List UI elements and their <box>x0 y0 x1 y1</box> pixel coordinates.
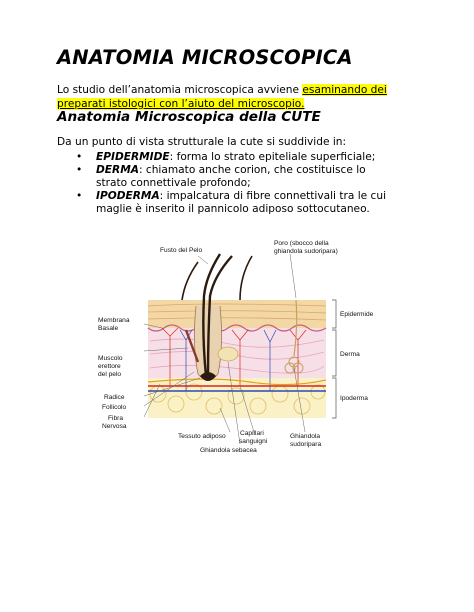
intro-highlight: esaminando dei preparati istologici con l’aiuto del microscopio. <box>57 84 387 110</box>
page-title: ANATOMIA MICROSCOPICA <box>57 46 353 69</box>
bullet-icon: • <box>76 164 83 176</box>
label-muscolo-2: erettore <box>98 363 121 370</box>
label-muscolo-1: Muscolo <box>98 355 123 362</box>
label-muscolo-3: del pelo <box>98 371 122 378</box>
layer-term: IPODERMA <box>96 190 160 202</box>
label-derma: Derma <box>340 351 360 358</box>
label-poro-1: Poro (sbocco della <box>274 240 329 247</box>
layer-term: DERMA <box>96 164 139 176</box>
layer-desc: : impalcatura di fibre connettivali tra le cui maglie è inserito il pannicolo adiposo sottocutaneo. <box>96 190 387 215</box>
label-poro-2: ghiandola sudoripara) <box>274 248 338 255</box>
label-sudoripara-1: Ghiandola <box>290 433 321 440</box>
sebaceous-gland <box>218 347 238 361</box>
intro-text: Lo studio dell’anatomia microscopica avviene <box>57 84 303 96</box>
layer-term: EPIDERMIDE <box>96 151 170 163</box>
list-item <box>57 164 387 190</box>
label-follicolo: Follicolo <box>102 404 127 411</box>
intro-paragraph <box>57 83 417 111</box>
label-radice: Radice <box>104 394 125 401</box>
lead-text: Da un punto di vista strutturale la cute si suddivide in: <box>57 136 347 148</box>
label-sebacea: Ghiandola sebacea <box>200 447 257 454</box>
skin-cross-section-svg <box>90 236 390 461</box>
list-item <box>57 190 387 216</box>
bullet-icon: • <box>76 190 83 202</box>
label-fibra-2: Nervosa <box>102 423 127 430</box>
label-fusto: Fusto del Pelo <box>160 247 203 254</box>
label-sudoripara-2: sudoripara <box>290 441 322 448</box>
section-title: Anatomia Microscopica della CUTE <box>57 109 321 125</box>
skin-diagram <box>90 236 390 461</box>
label-membrana-2: Basale <box>98 325 119 332</box>
layer-desc: : chiamato anche corion, che costituisce lo strato connettivale profondo; <box>96 164 366 189</box>
label-capillari-2: sanguigni <box>239 438 268 445</box>
label-fibra-1: Fibra <box>108 415 124 422</box>
label-capillari-1: Capillari <box>240 430 264 437</box>
label-tessuto: Tessuto adiposo <box>178 433 226 440</box>
layer-brackets <box>332 300 336 418</box>
list-item <box>57 151 387 164</box>
label-membrana-1: Membrana <box>98 317 130 324</box>
label-epidermide: Epidermide <box>340 311 374 318</box>
label-ipoderma: Ipoderma <box>340 395 368 402</box>
layer-desc: : forma lo strato epiteliale superficiale; <box>169 151 376 163</box>
skin-layers-list <box>57 151 387 216</box>
bullet-icon: • <box>76 151 83 163</box>
